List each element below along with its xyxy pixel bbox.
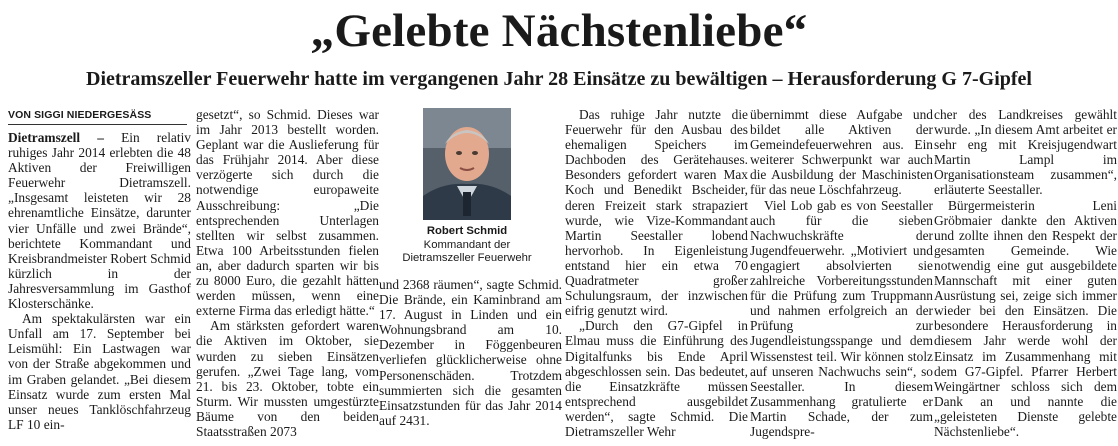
- column-3-paragraph-1: und 2368 räumen“, sagte Schmid. Die Brände, ein Kaminbrand am 17. August in Linden und ein Wohnungsbrand am 10. Dezember in Föggenbeuren verliefen glücklicherweise ohne Personenschäden. Trotzdem summierten sich die gesamten Einsatzstunden für das Jahr 2014 auf 2431.: [379, 277, 562, 428]
- caption-line-1: Kommandant der: [423, 238, 511, 251]
- column-1-text-1: Ein relativ ruhiges Jahr 2014 erlebten die 48 Aktiven der Freiwilligen Feuerwehr Dietramszell. „Insgesamt leisteten wir 28 ehrenamtliche Einsätze, darunter vier Unfälle und zwei Brände“, berichtete Kommandant und Kreisbrandmeister Robert Schmid kürzlich in der Jahresversammlung im Gasthof Klosterschänke.: [8, 130, 191, 312]
- byline: VON SIGGI NIEDERGESÄSS: [8, 109, 152, 121]
- column-2: [196, 107, 379, 439]
- column-4-paragraph-1: Das ruhige Jahr nutzte die Feuerwehr für den Ausbau des ehemaligen Speichers im Dachboden des Gerätehauses. Besonders gefordert waren Max Koch und Benedikt Bscheider, deren Freizeit stark strapaziert wurde, wie Vize-Kommandant Martin Seestaller lobend hervorhob. In Eigenleistung entstand hier ein etwa 70 Quadratmeter großer Schulungsraum, der inzwischen eifrig genutzt wird.: [565, 107, 748, 319]
- column-2-paragraph-2: Am stärksten gefordert waren die Aktiven im Oktober, sie wurden zu sieben Einsätzen gerufen. „Zwei Tage lang, vom 21. bis 23. Oktober, tobte ein Sturm. Wir mussten umgestürzte Bäume von den beiden Staatsstraßen 2073: [196, 318, 379, 439]
- column-1-paragraph-2: Am spektakulärsten war ein Unfall am 17. September bei Leismühl: Ein Lastwagen war von der Straße abgekommen und im Graben gelandet. „Bei diesem Einsatz wurde zum ersten Mal unser neues Tanklöschfahrzeug LF 10 ein-: [8, 311, 191, 432]
- dateline: Dietramszell –: [8, 130, 104, 145]
- portrait-image: [423, 108, 511, 220]
- column-4-paragraph-2: „Durch den G7-Gipfel in Elmau muss die Einführung des Digitalfunks bis Ende April abgeschlossen sein. Das bedeutet, die Einsatzkräfte müssen entsprechend ausgebildet werden“, sagte Schmid. Die Dietramszeller Wehr: [565, 318, 748, 439]
- column-5-paragraph-1: übernimmt diese Aufgabe und bildet alle Aktiven der Gemeindefeuerwehren aus. Ein weiterer Schwerpunkt war auch die Ausbildung der Maschinisten für das neue Löschfahrzeug.: [750, 107, 933, 198]
- column-5: [750, 107, 933, 439]
- column-6-paragraph-1: cher des Landkreises gewählt wurde. „In diesem Amt arbeitet er sehr eng mit Kreisjugendwart Martin Lampl im Organisationsteam zusammen“, erläuterte Seestaller.: [934, 107, 1117, 198]
- column-3: [379, 277, 562, 428]
- column-5-paragraph-2: Viel Lob gab es von Seestaller auch für die sieben Nachwuchskräfte der Jugendfeuerwehr. „Motiviert und engagiert absolvierten sie zahlreiche Vorbereitungsstunden für die Prüfung zum Truppmann und nahmen erfolgreich an der Prüfung zur Jugendleistungsspange und dem Wissenstest teil. Wir können stolz auf unseren Nachwuchs sein“, so Seestaller. In diesem Zusammenhang gratulierte er Martin Schade, der zum Jugendspre-: [750, 197, 933, 439]
- column-1: [8, 130, 191, 432]
- subheadline: Dietramszeller Feuerwehr hatte im vergangenen Jahr 28 Einsätze zu bewältigen – Herausforderung G 7-Gipfel: [86, 68, 1032, 90]
- column-2-paragraph-1: gesetzt“, so Schmid. Dieses war im Jahr 2013 bestellt worden. Geplant war die Auslieferung für das Frühjahr 2014. Aber diese verzögerte sich durch die notwendige europaweite Ausschreibung: „Die entsprechenden Unterlagen stellten wir selbst zusammen. Etwa 100 Arbeitsstunden fielen an, aber dadurch sparten wir bis zu 8000 Euro, die gezahlt hätten werden müssen, wenn eine externe Firma das erledigt hätte.“: [196, 107, 379, 319]
- photo-caption: [378, 225, 556, 266]
- column-6: [934, 107, 1117, 439]
- column-6-paragraph-2: Bürgermeisterin Leni Gröbmaier dankte den Aktiven und zollte ihnen den Respekt der gesamten Gemeinde. Wie notwendig eine gut ausgebildete Mannschaft mit einer guten Ausrüstung sei, zeige sich immer wieder bei den Einsätzen. Die besondere Herausforderung in diesem Jahr werde wohl der Einsatz im Zusammenhang mit dem G7-Gipfel. Pfarrer Herbert Weingärtner schloss sich dem Dank an und nannte die „geleisteten Dienste gelebte Nächstenliebe“.: [934, 197, 1117, 439]
- headline: „Gelebte Nächstenliebe“: [310, 5, 808, 57]
- byline-rule: [8, 124, 187, 125]
- caption-line-2: Dietramszeller Feuerwehr: [402, 252, 532, 264]
- column-1-paragraph-1: [8, 130, 191, 311]
- author-photo: [423, 108, 511, 220]
- column-4: [565, 107, 748, 439]
- caption-name: Robert Schmid: [426, 225, 508, 237]
